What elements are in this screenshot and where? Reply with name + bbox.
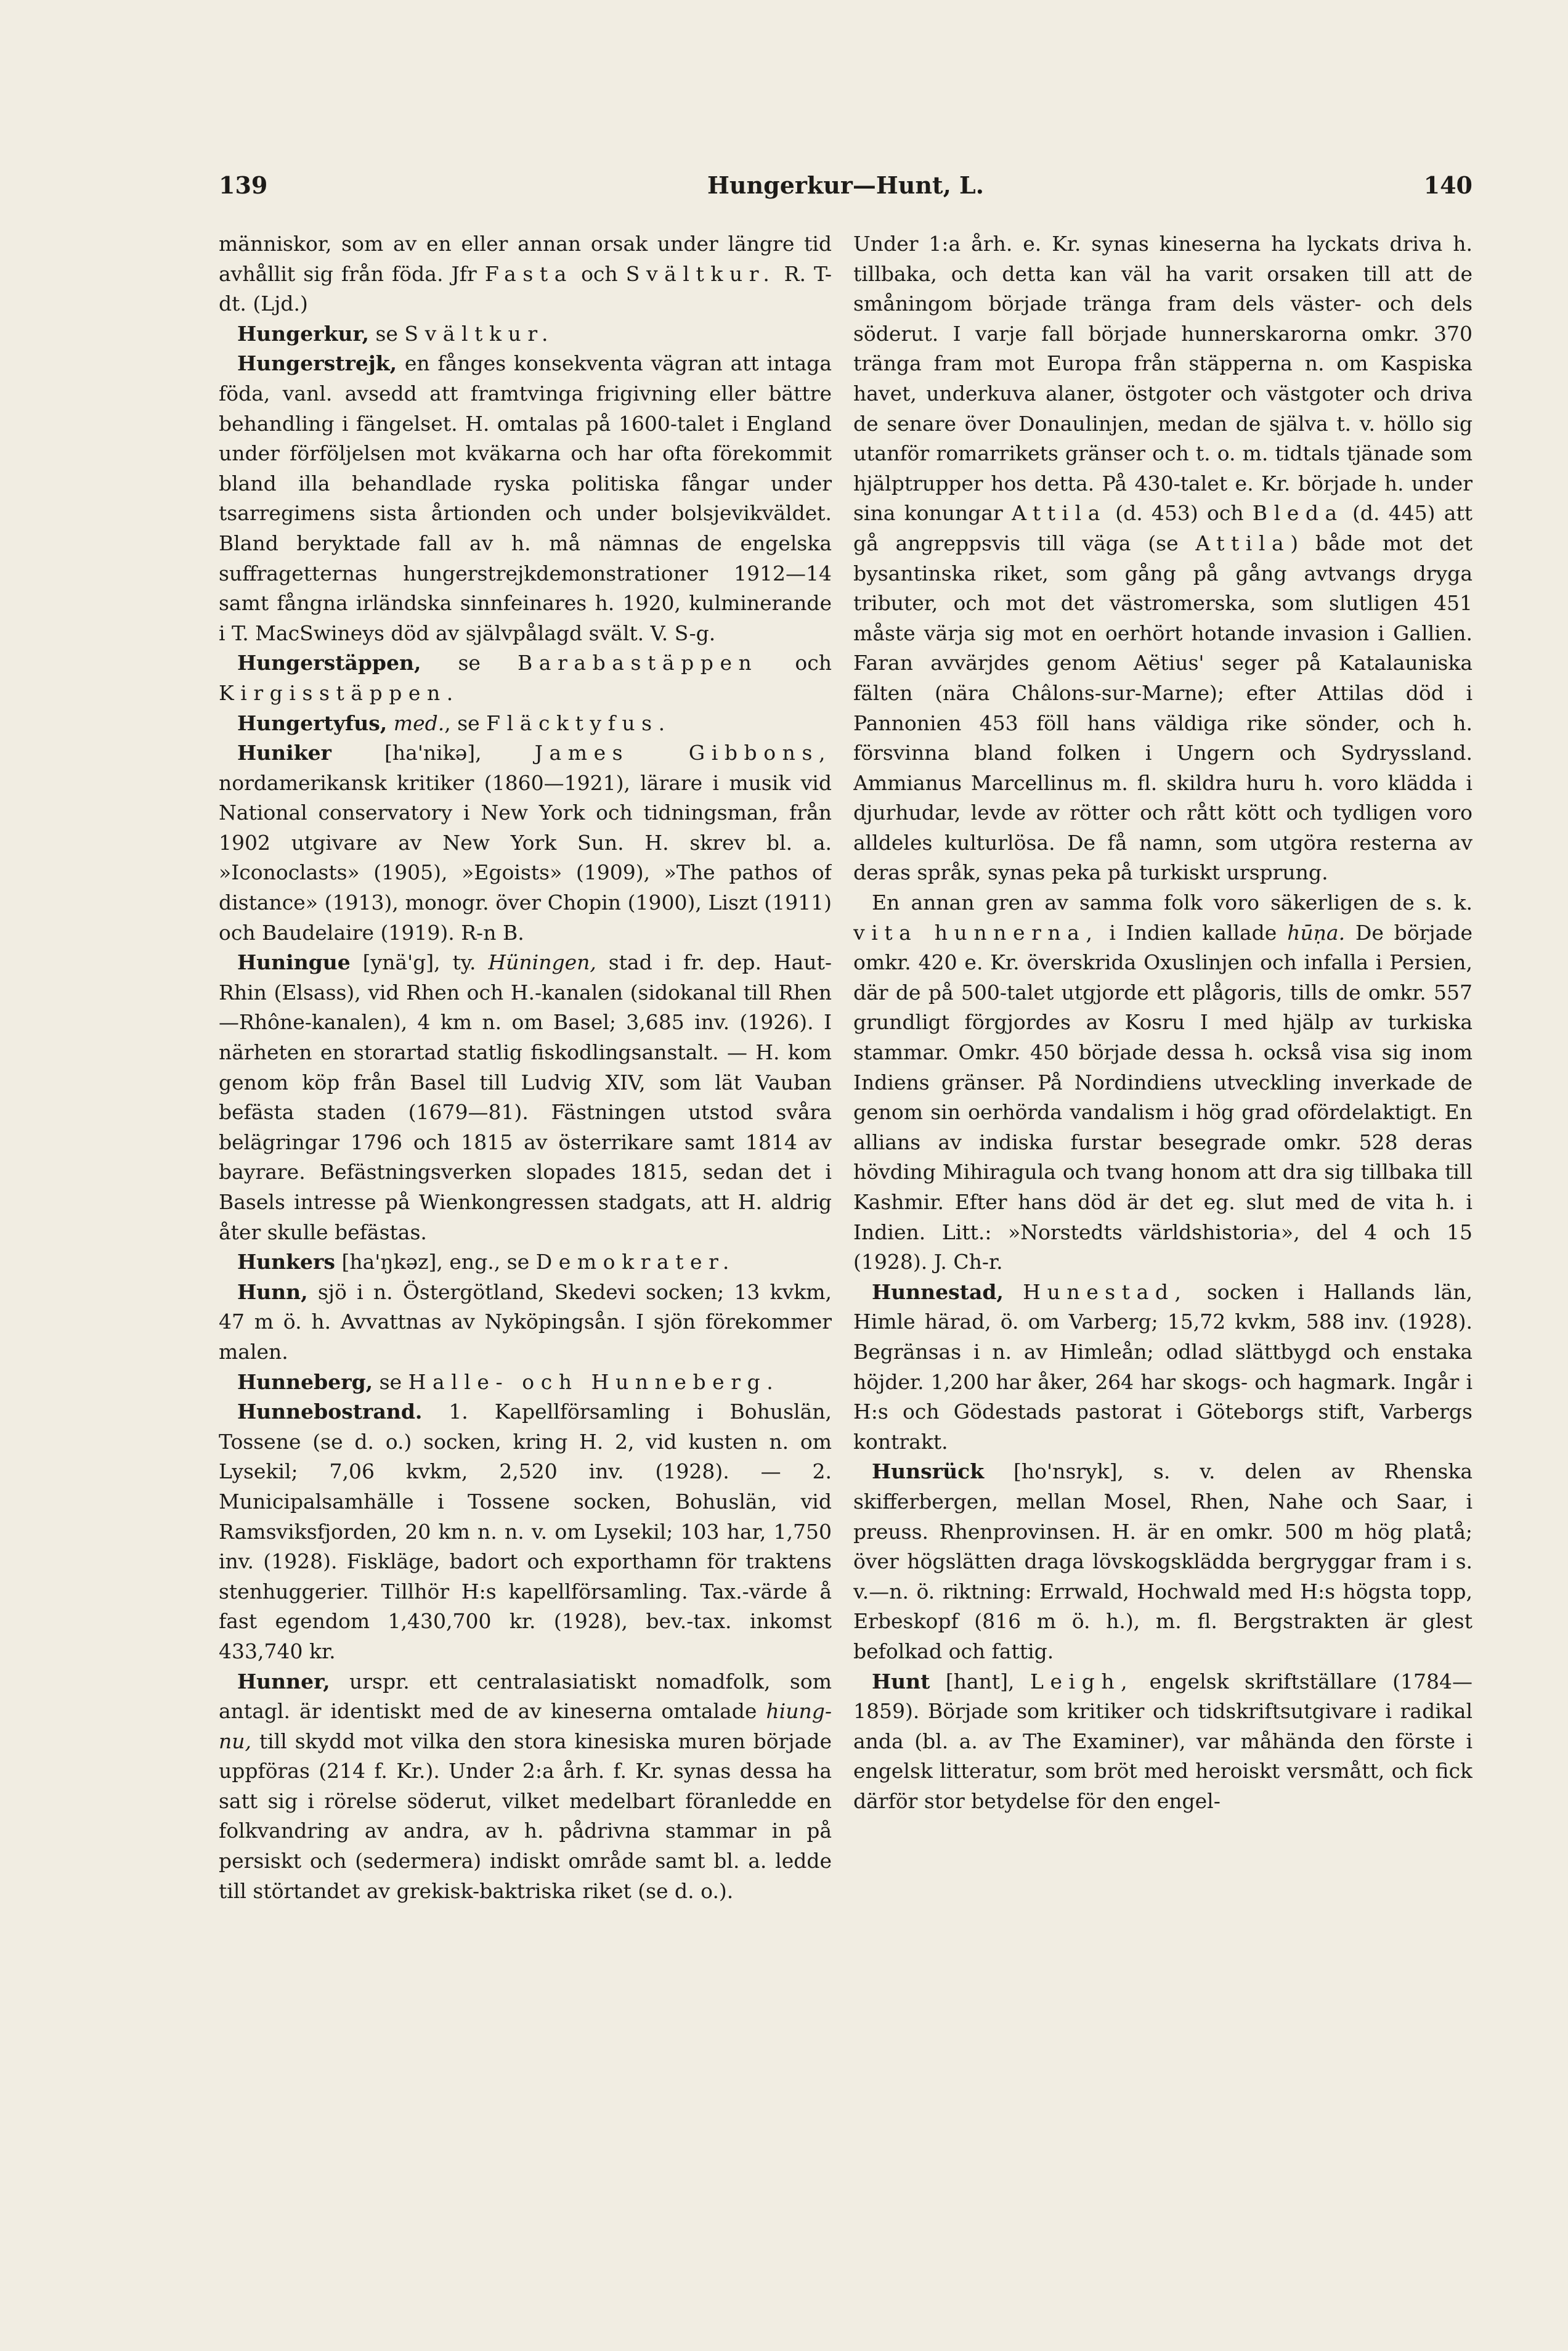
dictionary-entry	[219, 1667, 832, 1907]
entry-text: [ynä'g], ty.	[350, 950, 489, 975]
entry-text: och	[758, 651, 832, 675]
entry-text: Barabastäppen	[518, 651, 758, 675]
entry-text: Leigh,	[1030, 1669, 1134, 1693]
entry-text: (d. 445) att gå angreppsvis till väga (se	[853, 501, 1473, 555]
left-column	[219, 229, 832, 2312]
entry-text: R. T-dt. (Ljd.)	[219, 261, 832, 316]
entry-text	[1004, 1280, 1023, 1304]
dictionary-entry	[219, 709, 832, 739]
entry-text: urspr. ett centralasiatiskt nomadfolk, som antagl. är identiskt med de av kineserna omtalade	[219, 1669, 832, 1724]
entry-text: människor, som av en eller annan orsak under längre tid avhållit sig från föda. Jfr	[219, 232, 832, 286]
entry-headword: Huniker	[237, 741, 331, 765]
entry-text: 1. Kapellförsamling i Bohuslän, Tossene (se d. o.) socken, kring H. 2, vid kusten n. om Lysekil; 7,06 kvkm, 2,520 inv. (1928). — 2. Municipalsamhälle i Tossene socken, Bohuslän, vid Ramsviksfjorden, 20 km n. n. v. om Lysekil; 103 har, 1,750 inv. (1928). Fiskläge, badort och exporthamn för traktens stenhuggerier. Tillhör H:s kapellförsamling. Tax.-värde å fast egendom 1,430,700 kr. (1928), bev.-tax. inkomst 433,740 kr.	[219, 1400, 832, 1663]
entry-text: [hant],	[930, 1669, 1030, 1693]
entry-headword: Hungerstäppen,	[237, 651, 421, 675]
entry-text: Svältkur.	[404, 321, 555, 346]
page-number-right: 140	[1423, 171, 1473, 199]
dictionary-entry	[219, 948, 832, 1247]
entry-text: [ho'nsryk], s. v. delen av Rhenska skifferbergen, mellan Mosel, Rhen, Nahe och Saar, i preuss. Rhenprovinsen. H. är en omkr. 500 m hög platå; över högslätten draga lövskogsklädda bergryggar fram i s. v.—n. ö. riktning: Errwald, Hochwald med H:s högsta topp, Erbeskopf (816 m ö. h.), m. fl. Bergstrakten är glest befolkad och fattig.	[853, 1459, 1473, 1663]
entry-text: [ha'nikə],	[331, 741, 535, 765]
entry-text: (d. 453) och	[1106, 501, 1253, 526]
entry-text: se	[368, 321, 405, 346]
dictionary-entry	[853, 1277, 1473, 1457]
entry-text: med.	[393, 711, 445, 735]
entry-text: i Indien kallade	[1099, 920, 1288, 945]
entry-text: En annan gren av samma folk voro säkerligen de s. k.	[872, 890, 1473, 915]
dictionary-entry	[853, 229, 1473, 888]
entry-text: Svältkur.	[625, 261, 776, 286]
entry-text: , se	[444, 711, 487, 735]
entry-text: en fånges konsekventa vägran att intaga föda, vanl. avsedd att framtvinga frigivning eller bättre behandling i fängelset. H. omtalas på 1600-talet i England under förföljelsen mot kväkarna och har ofta förekommit bland illa behandlade ryska politiska fångar under tsarregimens sista årtionden och under bolsjevikväldet. Bland beryktade fall av h. må nämnas de engelska suffragetternas hungerstrejkdemonstrationer 1912—14 samt fångna irländska sinnfeinares h. 1920, kulminerande i T. MacSwineys död av självpålagd svält. V. S-g.	[219, 351, 832, 645]
entry-text: se	[373, 1369, 408, 1394]
running-title: Hungerkur—Hunt, L.	[707, 171, 985, 199]
entry-text: Halle- och Hunneberg.	[408, 1369, 780, 1394]
dictionary-entry	[219, 738, 832, 948]
entry-text: till skydd mot vilka den stora kinesiska muren började uppföras (214 f. Kr.). Under 2:a årh. f. Kr. synas dessa ha satt sig i rörelse söderut, vilket medelbart föranledde en folkvandring av andra, av h. pådrivna stammar in på persiskt och (sedermera) indiskt område samt bl. a. ledde till störtandet av grekisk-baktriska riket (se d. o.).	[219, 1729, 832, 1903]
entry-text: och	[572, 261, 626, 286]
entry-headword: Hunnebostrand.	[237, 1400, 423, 1424]
dictionary-entry	[219, 1397, 832, 1666]
right-column	[853, 229, 1473, 2312]
entry-headword: Hunn,	[237, 1279, 308, 1304]
dictionary-entry	[219, 648, 832, 708]
entry-text: sjö i n. Östergötland, Skedevi socken; 13 kvkm, 47 m ö. h. Avvattnas av Nyköpingsån. I sjön förekommer malen.	[219, 1279, 832, 1364]
entry-headword: Huningue	[237, 950, 351, 975]
dictionary-entry	[219, 349, 832, 648]
entry-text: se	[421, 651, 518, 675]
entry-text: Hunestad,	[1023, 1279, 1188, 1304]
entry-headword: Hungerstrejk,	[237, 351, 397, 376]
entry-headword: Hunkers	[237, 1250, 335, 1274]
entry-text: Under 1:a årh. e. Kr. synas kineserna ha lyckats driva h. tillbaka, och detta kan väl ha varit orsaken till att de småningom började tränga fram dels väster- och dels söderut. I varje fall började hunnerskarorna omkr. 370 tränga fram mot Europa från stäpperna n. om Kaspiska havet, underkuva alaner, östgoter och västgoter och driva de senare över Donaulinjen, medan de själva t. v. höllo sig utanför romarrikets gränser och t. o. m. tidtals tjänade som hjälptrupper hos detta. På 430-talet e. Kr. började h. under sina konungar	[853, 232, 1473, 526]
entry-text: socken i Hallands län, Himle härad, ö. om Varberg; 15,72 kvkm, 588 inv. (1928). Begränsas i n. av Himleån; odlad slättbygd och enstaka höjder. 1,200 har åker, 264 har skogs- och hagmark. Ingår i H:s och Gödestads pastorat i Göteborgs stift, Varbergs kontrakt.	[853, 1279, 1473, 1454]
dictionary-entry	[219, 1277, 832, 1367]
entry-text: Bleda	[1252, 501, 1344, 526]
entry-text: Attila	[1195, 531, 1291, 555]
entry-text: nordamerikansk kritiker (1860—1921), lärare i musik vid National conservatory i New York och tidningsman, från 1902 utgivare av New York Sun. H. skrev bl. a. »Iconoclasts» (1905), »Egoists» (1909), »The pathos of distance» (1913), monogr. över Chopin (1900), Liszt (1911) och Baudelaire (1919). R-n B.	[219, 770, 832, 945]
entry-headword: Hunneberg,	[237, 1369, 373, 1394]
entry-text: Fasta	[484, 261, 573, 286]
entry-text: hiung-nu,	[219, 1699, 832, 1753]
entry-text: hūṇa.	[1287, 920, 1346, 945]
entry-headword: Hungerkur,	[237, 321, 369, 346]
entry-text: Kirgisstäppen.	[219, 680, 460, 705]
entry-text: Hüningen,	[488, 950, 596, 975]
entry-headword: Hunt	[872, 1669, 930, 1693]
entry-text	[387, 711, 394, 735]
entry-text: engelsk skriftställare (1784—1859). Började som kritiker och tidskriftsutgivare i radikal anda (bl. a. av The Examiner), var måhända den förste i engelsk litteratur, som bröt med heroiskt versmått, och fick därför stor betydelse för den engel-	[853, 1669, 1473, 1813]
entry-text: Attila	[1012, 501, 1107, 526]
entry-text: Fläcktyfus.	[486, 711, 672, 735]
dictionary-entry	[853, 1457, 1473, 1666]
entry-headword: Hunner,	[237, 1669, 330, 1693]
entry-text: stad i fr. dep. Haut-Rhin (Elsass), vid Rhen och H.-kanalen (sidokanal till Rhen—Rhône-kanalen), 4 km n. om Basel; 3,685 inv. (1926). I närheten en storartad statlig fiskodlingsanstalt. — H. kom genom köp från Basel till Ludvig XIV, som lät Vauban befästa staden (1679—81). Fästningen utstod svåra belägringar 1796 och 1815 av österrikare samt 1814 av bayrare. Befästningsverken slopades 1815, sedan det i Basels intresse på Wienkongressen stadgats, att H. aldrig åter skulle befästas.	[219, 950, 832, 1244]
page-number-left: 139	[219, 171, 268, 199]
entry-text: Demokrater.	[535, 1250, 736, 1274]
entry-text: [ha'ŋkəz], eng., se	[335, 1250, 536, 1274]
entry-text: De började omkr. 420 e. Kr. överskrida Oxuslinjen och infalla i Persien, där de på 500-talet utgjorde ett plågoris, tills de omkr. 557 grundligt förgjordes av Kosru I med hjälp av turkiska stammar. Omkr. 450 började dessa h. också visa sig inom Indiens gränser. På Nordindiens utveckling inverkade de genom sin oerhörda vandalism i hög grad ofördelaktigt. En allians av indiska furstar besegrade omkr. 528 deras hövding Mihiragula och tvang honom att dra sig tillbaka till Kashmir. Efter hans död är det eg. slut med de vita h. i Indien. Litt.: »Norstedts världshistoria», del 4 och 15 (1928). J. Ch-r.	[853, 920, 1473, 1274]
page-header	[219, 171, 1473, 214]
dictionary-entry	[219, 319, 832, 349]
entry-text: ) både mot det bysantinska riket, som gång på gång avtvangs dryga tributer, och mot det västromerska, som slutligen 451 måste värja sig mot en oerhört hotande invasion i Gallien. Faran avvärjdes genom Aëtius' seger på Katalauniska fälten (nära Châlons-sur-Marne); efter Attilas död i Pannonien 453 föll hans väldiga rike sönder, och h. försvinna bland folken i Ungern och Sydryssland. Ammianus Marcellinus m. fl. skildra huru h. voro klädda i djurhudar, levde av rötter och rått kött och tydligen voro alldeles kulturlösa. De få namn, som utgöra resterna av deras språk, synas peka på turkiskt ursprung.	[853, 531, 1473, 885]
entry-text: James Gibbons,	[534, 741, 832, 765]
entry-headword: Hunsrück	[872, 1459, 985, 1484]
entry-text: vita hunnerna,	[853, 920, 1099, 945]
dictionary-entry	[219, 1247, 832, 1277]
dictionary-entry	[219, 1367, 832, 1398]
dictionary-entry	[853, 888, 1473, 1277]
entry-headword: Hungertyfus,	[237, 711, 388, 735]
dictionary-entry	[219, 229, 832, 319]
entry-headword: Hunnestad,	[872, 1279, 1004, 1304]
dictionary-entry	[853, 1667, 1473, 1817]
